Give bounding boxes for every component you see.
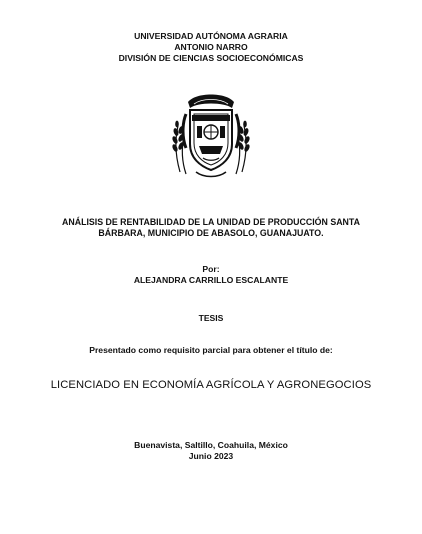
thesis-title-line2: BÁRBARA, MUNICIPIO DE ABASOLO, GUANAJUATO.: [98, 228, 324, 238]
division-name: DIVISIÓN DE CIENCIAS SOCIOECONÓMICAS: [118, 53, 304, 63]
requirement-statement: Presentado como requisito parcial para obtener el título de:: [89, 345, 333, 355]
document-type: TESIS: [198, 313, 224, 323]
thesis-title-line1: ANÁLISIS DE RENTABILIDAD DE LA UNIDAD DE PRODUCCIÓN SANTA: [62, 217, 360, 227]
by-label: Por:: [202, 264, 220, 274]
university-name-line2: ANTONIO NARRO: [174, 42, 248, 52]
author-name: ALEJANDRA CARRILLO ESCALANTE: [133, 275, 289, 285]
degree-title: LICENCIADO EN ECONOMÍA AGRÍCOLA Y AGRONEGOCIOS: [50, 379, 372, 391]
university-name-line1: UNIVERSIDAD AUTÓNOMA AGRARIA: [134, 31, 288, 41]
date: Junio 2023: [188, 451, 234, 461]
location: Buenavista, Saltillo, Coahuila, México: [134, 440, 288, 450]
university-seal-icon: [166, 88, 256, 182]
